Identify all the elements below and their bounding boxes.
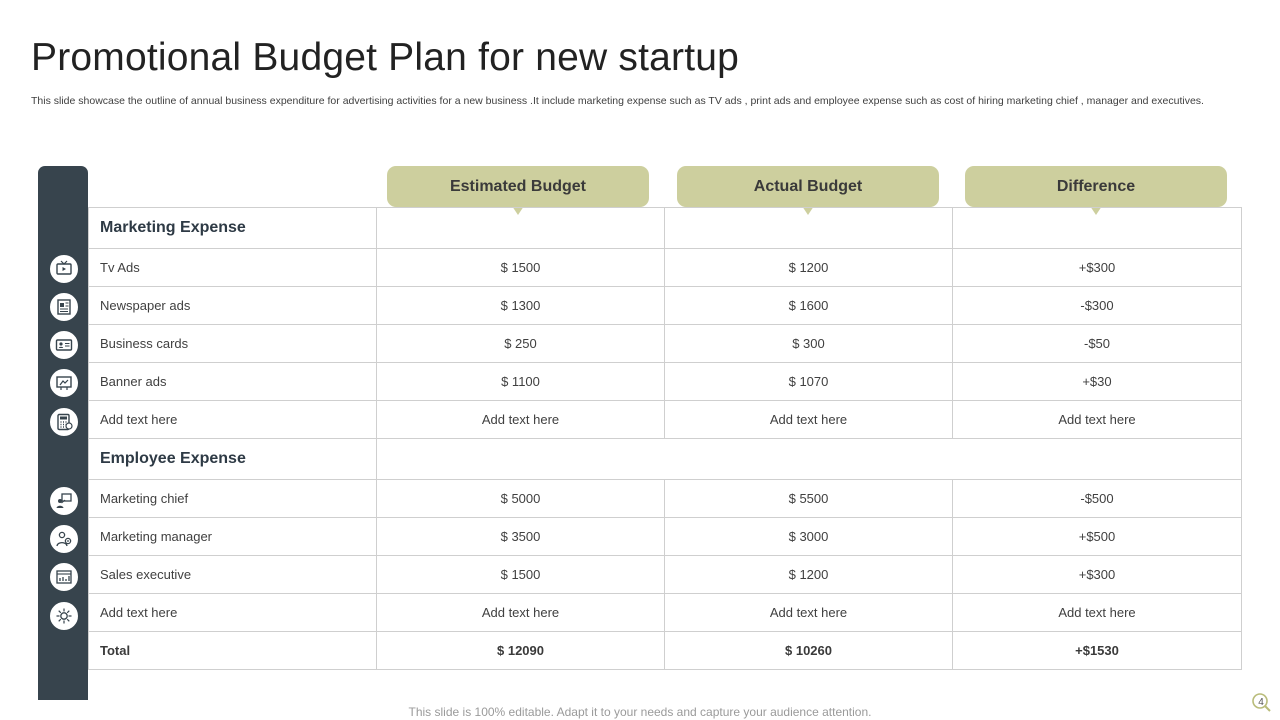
actual-cell: $ 1200 <box>665 249 953 287</box>
difference-cell: +$300 <box>953 249 1242 287</box>
total-actual-cell: $ 10260 <box>665 632 953 670</box>
actual-cell: $ 3000 <box>665 518 953 556</box>
estimated-cell: Add text here <box>377 594 665 632</box>
difference-cell: +$500 <box>953 518 1242 556</box>
table-row <box>89 518 1242 556</box>
actual-cell: $ 1200 <box>665 556 953 594</box>
row-label: Business cards <box>89 325 377 363</box>
table-row <box>89 594 1242 632</box>
estimated-cell: $ 1500 <box>377 249 665 287</box>
business-card-icon <box>49 330 79 360</box>
actual-cell: $ 300 <box>665 325 953 363</box>
section-row-marketing <box>89 208 1242 249</box>
manager-gear-icon <box>49 524 79 554</box>
total-estimated-cell: $ 12090 <box>377 632 665 670</box>
column-header-actual-budget: Actual Budget <box>677 166 939 207</box>
difference-cell: Add text here <box>953 401 1242 439</box>
actual-cell: Add text here <box>665 401 953 439</box>
section-row-employee <box>89 439 1242 480</box>
row-label: Banner ads <box>89 363 377 401</box>
table-row <box>89 556 1242 594</box>
actual-cell: $ 1070 <box>665 363 953 401</box>
estimated-cell: $ 1500 <box>377 556 665 594</box>
difference-cell: -$300 <box>953 287 1242 325</box>
actual-cell: $ 5500 <box>665 480 953 518</box>
estimated-cell: Add text here <box>377 401 665 439</box>
newspaper-icon <box>49 292 79 322</box>
estimated-cell: $ 3500 <box>377 518 665 556</box>
page-number-badge <box>1251 692 1271 712</box>
section-title: Employee Expense <box>89 439 377 480</box>
row-label: Tv Ads <box>89 249 377 287</box>
table-row <box>89 249 1242 287</box>
estimated-cell: $ 250 <box>377 325 665 363</box>
slide-subtitle: This slide showcase the outline of annual business expenditure for advertising activities for a new business .It include marketing expense such as TV ads , print ads and employee expense such as cost of hiring marketing chief , manager and executives. <box>31 95 1204 107</box>
total-label: Total <box>89 632 377 670</box>
actual-cell: Add text here <box>665 594 953 632</box>
slide-footer-note: This slide is 100% editable. Adapt it to your needs and capture your audience attention. <box>408 705 872 719</box>
difference-cell: +$300 <box>953 556 1242 594</box>
table-row <box>89 480 1242 518</box>
column-header-difference: Difference <box>965 166 1227 207</box>
banner-icon <box>49 368 79 398</box>
actual-cell: $ 1600 <box>665 287 953 325</box>
difference-cell: -$500 <box>953 480 1242 518</box>
difference-cell: Add text here <box>953 594 1242 632</box>
table-row <box>89 287 1242 325</box>
row-label: Marketing manager <box>89 518 377 556</box>
row-label: Marketing chief <box>89 480 377 518</box>
column-header-estimated-budget: Estimated Budget <box>387 166 649 207</box>
slide-title: Promotional Budget Plan for new startup <box>31 36 740 79</box>
estimated-cell: $ 1300 <box>377 287 665 325</box>
row-label: Newspaper ads <box>89 287 377 325</box>
total-row <box>89 632 1242 670</box>
page-number: 4 <box>1258 696 1264 708</box>
difference-cell: -$50 <box>953 325 1242 363</box>
presenter-icon <box>49 486 79 516</box>
network-icon <box>49 601 79 631</box>
estimated-cell: $ 1100 <box>377 363 665 401</box>
tv-icon <box>49 254 79 284</box>
estimated-cell: $ 5000 <box>377 480 665 518</box>
total-difference-cell: +$1530 <box>953 632 1242 670</box>
row-label: Sales executive <box>89 556 377 594</box>
row-label: Add text here <box>89 401 377 439</box>
table-row <box>89 325 1242 363</box>
calculator-icon <box>49 407 79 437</box>
budget-table <box>88 207 1242 670</box>
row-label: Add text here <box>89 594 377 632</box>
sales-chart-icon <box>49 562 79 592</box>
table-row <box>89 401 1242 439</box>
difference-cell: +$30 <box>953 363 1242 401</box>
table-row <box>89 363 1242 401</box>
section-title: Marketing Expense <box>89 208 377 249</box>
